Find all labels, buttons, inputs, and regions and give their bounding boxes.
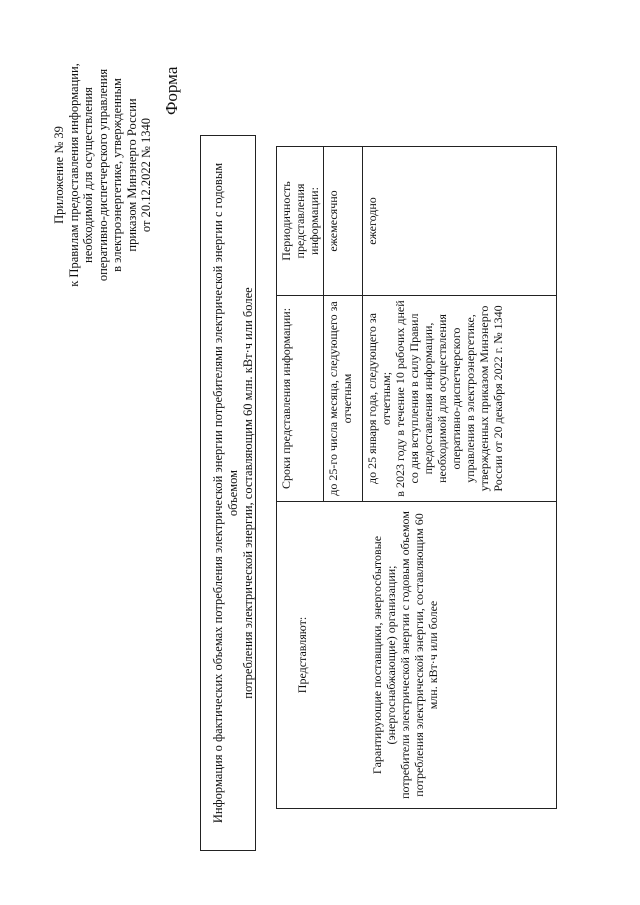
form-label: Форма <box>162 66 181 115</box>
periodicity-header-cell <box>277 147 324 296</box>
header-line: в электроэнергетике, утвержденным <box>110 78 124 272</box>
info-title-line: потребления электрической энергии, составляющим 60 млн. кВт·ч или более <box>241 287 255 699</box>
presenters-text-consumers: потребители электрической энергии с годовым объемом потребления электрической энергии, составляющим 60 млн. кВт·ч или более <box>398 511 440 799</box>
deadlines-header-cell <box>277 296 324 502</box>
annual-deadline-cell <box>363 296 557 502</box>
annual-periodicity-cell: ежегодно <box>363 147 557 296</box>
annual-deadline-b: в 2023 году в течение 10 рабочих дней со дня вступления в силу Правил предоставления информации, необходимой для осуществления оперативно-диспетчерского управления в электроэнергетике, утвержденных приказом Минэнерго России от 20 декабря 2022 г. № 1340 <box>393 300 505 497</box>
presenters-body <box>370 507 440 803</box>
info-title-line: Информация о фактических объемах потребления электрической энергии потребителями электрической энергии с годовым объемом <box>211 162 240 824</box>
header-line: к Правилам предоставления информации, <box>66 63 81 287</box>
periodicity-header: Периодичность представления информации: <box>279 181 321 261</box>
appendix-header <box>52 45 154 305</box>
header-line: приказом Минэнерго России <box>124 98 139 252</box>
deadlines-header: Сроки представления информации: <box>279 307 293 490</box>
header-line: от 20.12.2022 № 1340 <box>139 117 153 233</box>
header-line: Приложение № 39 <box>52 126 66 224</box>
table-header-row <box>277 147 324 809</box>
annual-deadline-a: до 25 января года, следующего за отчетным; <box>365 313 393 484</box>
presenters-header: Представляют: <box>295 616 309 694</box>
header-line: оперативно-диспетчерского управления <box>95 68 110 282</box>
monthly-periodicity-cell: ежемесячно <box>324 147 363 296</box>
info-title-box <box>200 135 256 851</box>
presenters-text-suppliers: Гарантирующие поставщики, энергосбытовые (энергоснабжающие) организации; <box>370 535 398 775</box>
monthly-deadline-cell: до 25-го числа месяца, следующего за отчетным <box>324 296 363 502</box>
header-line: необходимой для осуществления <box>81 87 95 263</box>
